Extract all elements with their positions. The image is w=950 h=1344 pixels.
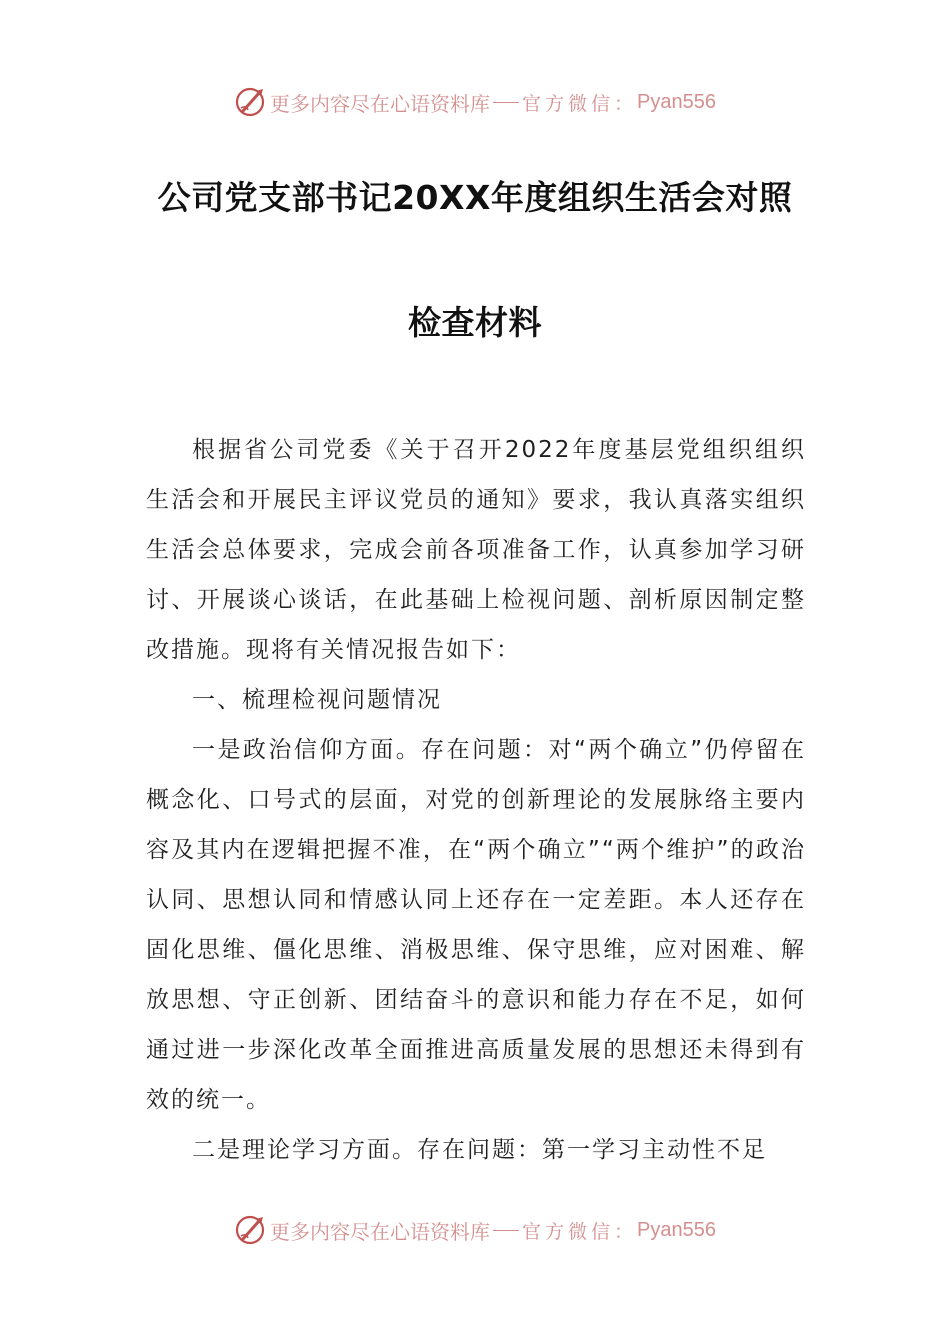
watermark-text: 更多内容尽在心语资料库 <box>270 91 490 116</box>
watermark-dash <box>493 102 519 103</box>
footer-watermark <box>0 1210 950 1250</box>
watermark-wechat-id: Pyan556 <box>637 90 716 113</box>
pen-logo-icon <box>234 1213 268 1247</box>
section-heading: 一、梳理检视问题情况 <box>192 687 442 713</box>
watermark-wechat-id: Pyan556 <box>637 1218 716 1241</box>
document-title-line-2: 检查材料 <box>408 303 542 342</box>
watermark-text: 更多内容尽在心语资料库 <box>270 1219 490 1244</box>
watermark-dash <box>493 1230 519 1231</box>
pen-logo-icon <box>234 85 268 119</box>
document-title-line-1: 公司党支部书记20XX年度组织生活会对照 <box>157 178 793 217</box>
watermark-label: 官方微信： <box>522 1220 638 1243</box>
watermark-label: 官方微信： <box>522 92 638 115</box>
paragraph-political-belief: 一是政治信仰方面。存在问题：对“两个确立”仍停留在概念化、口号式的层面，对党的创新理论的发展脉络主要内容及其内在逻辑把握不准，在“两个确立”“两个维护”的政治认同、思想认同和情感认同上还存在一定差距。本人还存在固化思维、僵化思维、消极思维、保守思维，应对困难、解放思想、守正创新、团结奋斗的意识和能力存在不足，如何通过进一步深化改革全面推进高质量发展的思想还未得到有效的统一。 <box>146 737 806 1113</box>
paragraph-theory-study: 二是理论学习方面。存在问题：第一学习主动性不足 <box>192 1137 767 1163</box>
header-watermark <box>0 82 950 122</box>
paragraph-intro: 根据省公司党委《关于召开2022年度基层党组织组织生活会和开展民主评议党员的通知》要求，我认真落实组织生活会总体要求，完成会前各项准备工作，认真参加学习研讨、开展谈心谈话，在此基础上检视问题、剖析原因制定整改措施。现将有关情况报告如下： <box>146 437 806 663</box>
document-body <box>146 425 806 1175</box>
